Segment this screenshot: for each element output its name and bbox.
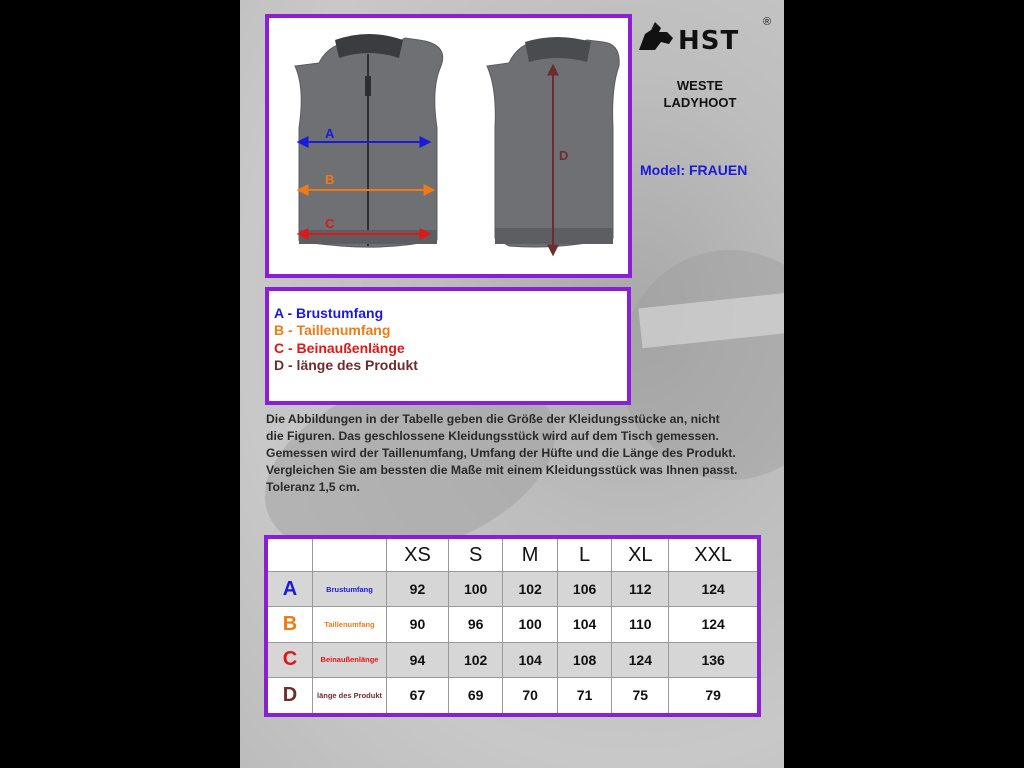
size-value-cell: 96 — [448, 607, 502, 642]
size-value-cell: 108 — [557, 642, 611, 677]
description-line: Die Abbildungen in der Tabelle geben die Größe der Kleidungsstücke an, nicht — [266, 412, 720, 426]
size-value-cell: 79 — [669, 677, 759, 715]
description-line: die Figuren. Das geschlossene Kleidungsstück wird auf dem Tisch gemessen. — [266, 429, 719, 443]
size-header-l: L — [557, 537, 611, 572]
table-row — [266, 572, 759, 607]
registered-mark: ® — [763, 16, 772, 28]
size-value-cell: 69 — [448, 677, 502, 715]
product-title-line2: LADYHOOT — [663, 95, 737, 110]
vest-diagram-frame — [265, 14, 632, 278]
row-letter: A — [266, 572, 313, 607]
size-value-cell: 75 — [612, 677, 669, 715]
size-value-cell: 90 — [387, 607, 449, 642]
size-header-s: S — [448, 537, 502, 572]
description-text — [266, 411, 781, 496]
size-header-xs: XS — [387, 537, 449, 572]
size-header-xxl: XXL — [669, 537, 759, 572]
row-letter: D — [266, 677, 313, 715]
size-value-cell: 71 — [557, 677, 611, 715]
vest-diagram — [269, 18, 628, 274]
row-letter: B — [266, 607, 313, 642]
size-value-cell: 136 — [669, 642, 759, 677]
vest-front-drawing — [295, 34, 443, 247]
size-value-cell: 100 — [448, 572, 502, 607]
description-line: Gemessen wird der Taillenumfang, Umfang der Hüfte und die Länge des Produkt. — [266, 446, 736, 460]
legend-item: C - Beinaußenlänge — [274, 340, 405, 356]
description-line: Toleranz 1,5 cm. — [266, 480, 360, 494]
measure-label-d: D — [559, 148, 569, 163]
size-value-cell: 106 — [557, 572, 611, 607]
table-row — [266, 642, 759, 677]
size-value-cell: 124 — [612, 642, 669, 677]
measure-label-c: C — [325, 216, 335, 231]
size-header-m: M — [503, 537, 557, 572]
legend-item: B - Taillenumfang — [274, 322, 391, 338]
size-value-cell: 104 — [503, 642, 557, 677]
size-value-cell: 67 — [387, 677, 449, 715]
size-table-label-header — [313, 537, 387, 572]
row-label: Taillenumfang — [313, 607, 387, 642]
size-value-cell: 102 — [503, 572, 557, 607]
row-label: Beinaußenlänge — [313, 642, 387, 677]
model-label: Model: FRAUEN — [640, 162, 748, 178]
size-value-cell: 94 — [387, 642, 449, 677]
size-table-header-row — [266, 537, 759, 572]
size-value-cell: 112 — [612, 572, 669, 607]
size-value-cell: 110 — [612, 607, 669, 642]
table-row — [266, 677, 759, 715]
product-title — [620, 77, 780, 111]
size-table-corner — [266, 537, 313, 572]
size-value-cell: 70 — [503, 677, 557, 715]
size-chart-page — [240, 0, 784, 768]
row-label: Brustumfang — [313, 572, 387, 607]
row-label: länge des Produkt — [313, 677, 387, 715]
size-table-body — [266, 572, 759, 716]
measure-label-a: A — [325, 126, 335, 141]
product-title-line1: WESTE — [676, 78, 724, 93]
size-value-cell: 124 — [669, 607, 759, 642]
measure-label-b: B — [325, 172, 335, 187]
legend-item: A - Brustumfang — [274, 305, 384, 321]
size-value-cell: 92 — [387, 572, 449, 607]
size-value-cell: 100 — [503, 607, 557, 642]
table-row — [266, 607, 759, 642]
legend-item: D - länge des Produkt — [274, 357, 418, 373]
row-letter: C — [266, 642, 313, 677]
description-line: Vergleichen Sie am bessten die Maße mit einem Kleidungsstück was Ihnen passt. — [266, 463, 738, 477]
size-table — [264, 535, 761, 717]
size-value-cell: 104 — [557, 607, 611, 642]
size-value-cell: 102 — [448, 642, 502, 677]
brand-logo-text: HST — [678, 26, 740, 56]
size-value-cell: 124 — [669, 572, 759, 607]
size-header-xl: XL — [612, 537, 669, 572]
